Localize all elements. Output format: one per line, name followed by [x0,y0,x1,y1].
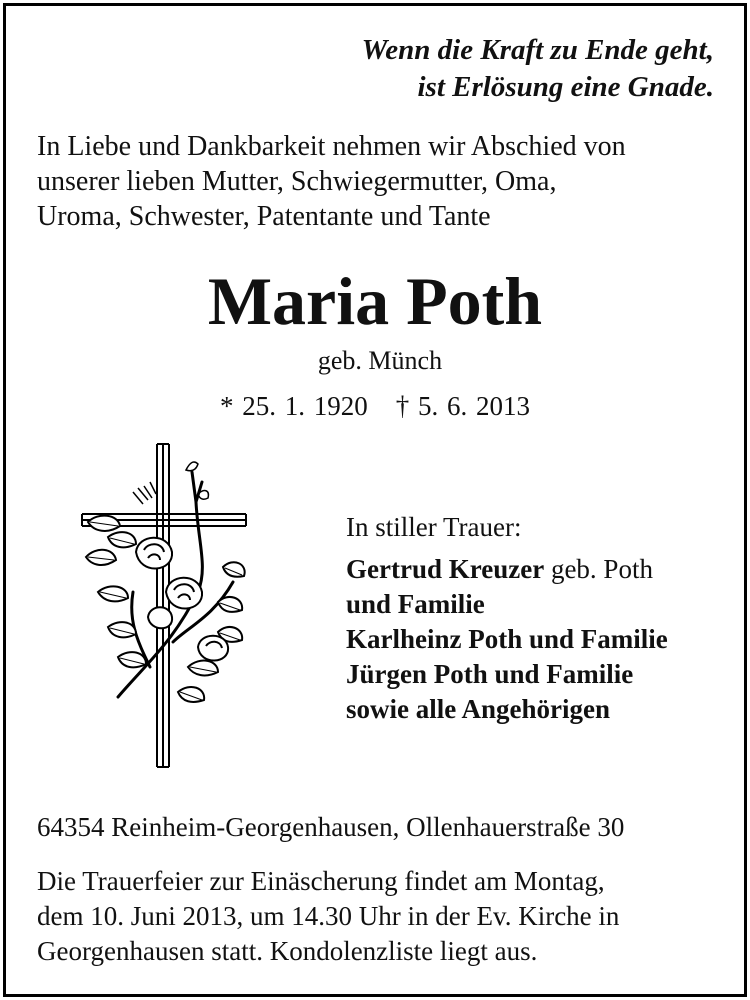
intro-line: In Liebe und Dankbarkeit nehmen wir Abschied von [37,131,626,162]
intro-text [37,129,626,234]
mourner-line [346,657,668,692]
service-line: Georgenhausen statt. Kondolenzliste liegt aus. [37,936,538,966]
deceased-name: Maria Poth [207,263,543,339]
cross-with-roses-icon [78,442,248,772]
mourner-line [346,622,668,657]
mourner-name: Karlheinz Poth und Familie [346,624,668,654]
mourner-line [346,587,668,622]
address: 64354 Reinheim-Georgenhausen, Ollenhauerstraße 30 [37,812,625,842]
service-line: Die Trauerfeier zur Einäscherung findet am Montag, [37,866,605,896]
motto-line: ist Erlösung eine Gnade. [417,71,714,103]
mourner-line [346,552,668,587]
mourning-label: In stiller Trauer: [346,512,522,542]
death-date: † 5. 6. 2013 [395,391,530,421]
life-dates [6,389,744,423]
mourner-name: und Familie [346,589,485,619]
mourners-list [346,552,668,727]
obituary-notice [3,3,747,997]
motto-line: Wenn die Kraft zu Ende geht, [361,34,714,66]
intro-line: unserer lieben Mutter, Schwiegermutter, Oma, [37,166,557,197]
mourner-name: Gertrud Kreuzer [346,554,545,584]
intro-line: Uroma, Schwester, Patentante und Tante [37,201,491,232]
mourner-line [346,692,668,727]
motto [6,32,714,106]
birth-name: geb. Münch [317,346,443,375]
service-info [37,864,619,969]
mourner-name: Jürgen Poth und Familie [346,659,634,689]
birth-date: * 25. 1. 1920 [220,391,368,421]
mourner-name: sowie alle Angehörigen [346,694,610,724]
service-line: dem 10. Juni 2013, um 14.30 Uhr in der Ev. Kirche in [37,901,620,931]
mourner-born-name: geb. Poth [544,554,653,584]
